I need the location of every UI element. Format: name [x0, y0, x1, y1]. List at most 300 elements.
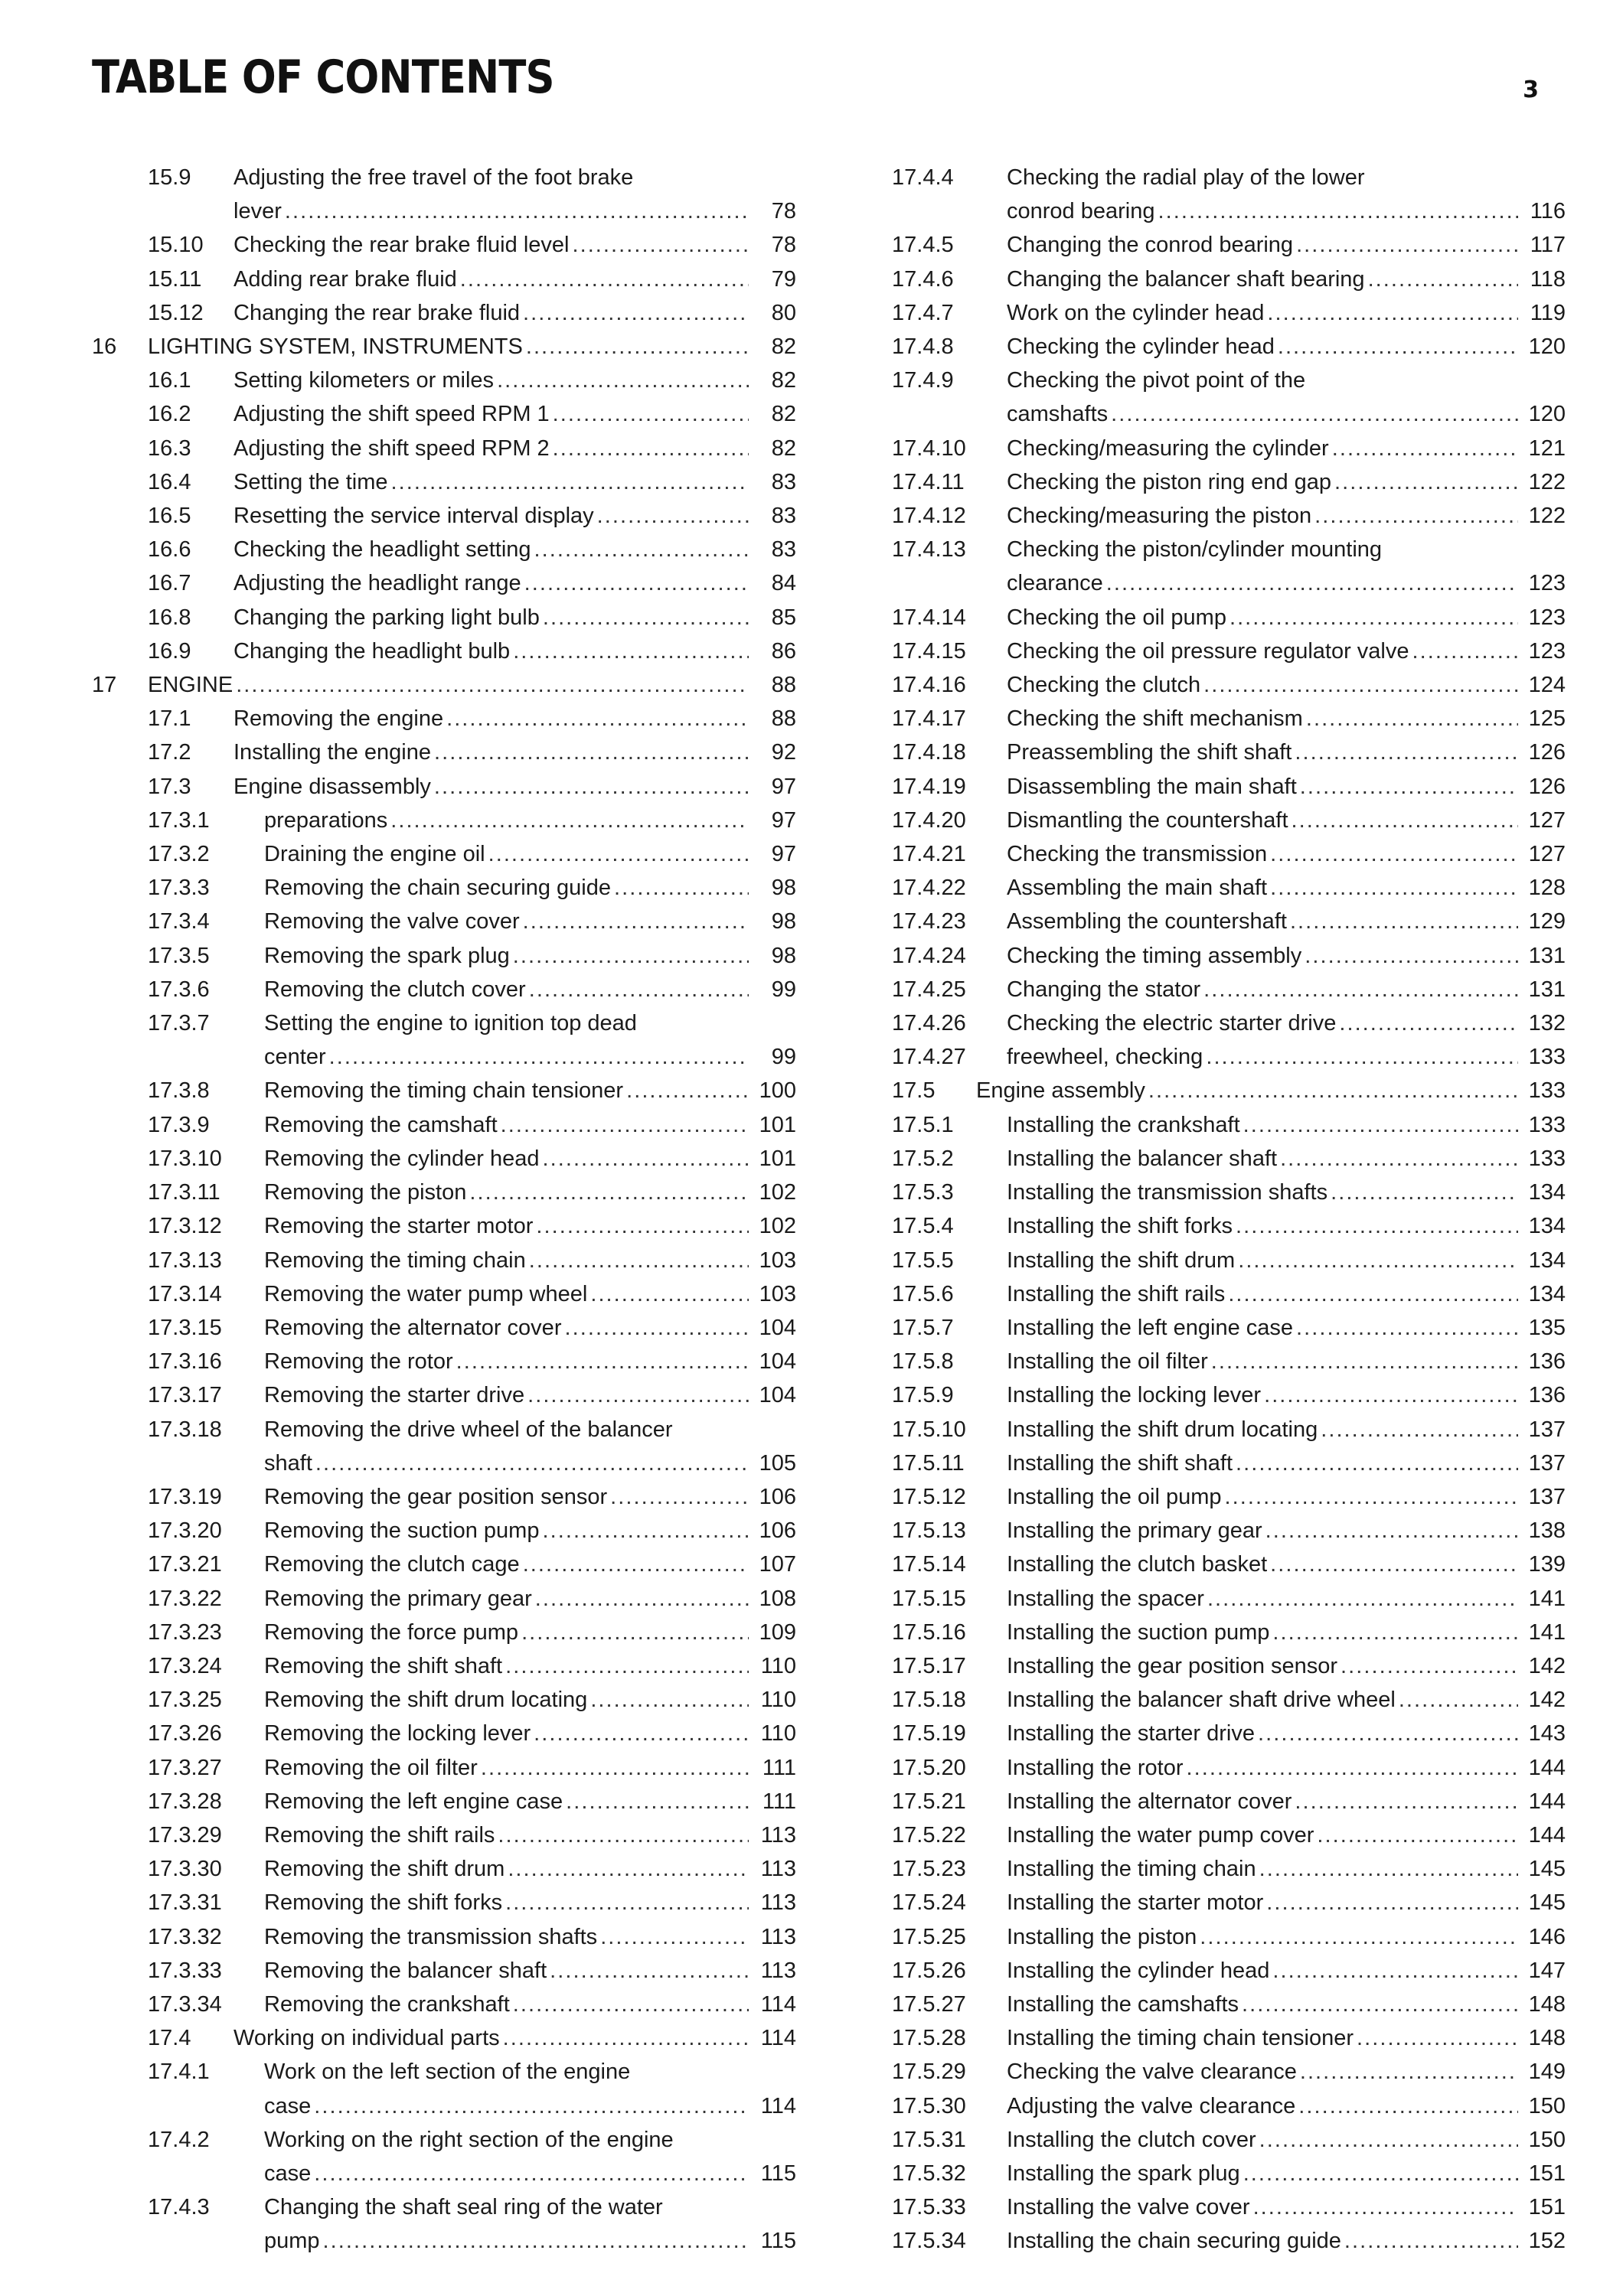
- toc-page-number: 120: [1528, 402, 1566, 427]
- toc-entry-number: 17.3.7: [148, 1011, 210, 1036]
- toc-entry-number: 17.5.13: [892, 1518, 966, 1544]
- toc-dot-leader: [501, 1108, 749, 1142]
- toc-entry[interactable]: [92, 1378, 796, 1412]
- toc-entry-number: 17.3.4: [148, 909, 210, 934]
- toc-entry[interactable]: [92, 1886, 796, 1919]
- toc-entry[interactable]: [92, 1751, 796, 1785]
- toc-entry[interactable]: [92, 2123, 796, 2190]
- toc-entry[interactable]: [892, 533, 1566, 600]
- toc-page-number: 113: [760, 1890, 796, 1916]
- toc-page-number: 151: [1528, 2195, 1566, 2220]
- toc-entry[interactable]: [892, 263, 1566, 296]
- toc-entry-number: 17.4.27: [892, 1045, 966, 1070]
- toc-dot-leader: [314, 2157, 749, 2190]
- toc-entry[interactable]: [892, 1277, 1566, 1311]
- toc-entry[interactable]: [892, 1886, 1566, 1919]
- toc-entry[interactable]: [892, 1649, 1566, 1683]
- toc-entry[interactable]: [92, 770, 796, 804]
- toc-entry-number: 17.3.25: [148, 1688, 222, 1713]
- toc-entry-number: 17.4.5: [892, 233, 954, 258]
- toc-page-number: 82: [771, 435, 796, 461]
- toc-entry-title: Installing the clutch cover: [1007, 2127, 1256, 2152]
- toc-entry[interactable]: [892, 1345, 1566, 1378]
- toc-entry[interactable]: [92, 1074, 796, 1107]
- toc-entry[interactable]: [92, 228, 796, 262]
- toc-page-number: 131: [1528, 977, 1566, 1002]
- toc-entry-number: 17.4.11: [892, 469, 965, 494]
- toc-dot-leader: [498, 1818, 749, 1852]
- toc-entry[interactable]: [892, 1006, 1566, 1040]
- toc-entry[interactable]: [92, 837, 796, 871]
- toc-entry[interactable]: [92, 533, 796, 566]
- toc-entry[interactable]: [92, 263, 796, 296]
- toc-entry-title: freewheel, checking: [1007, 1045, 1203, 1070]
- toc-entry[interactable]: [892, 2055, 1566, 2089]
- toc-entry-title: Installing the balancer shaft drive wheel: [1007, 1688, 1396, 1713]
- toc-entry[interactable]: [92, 973, 796, 1006]
- toc-page-number: 131: [1528, 943, 1566, 968]
- toc-entry[interactable]: [92, 601, 796, 634]
- toc-entry-number: 16.3: [148, 435, 191, 461]
- toc-page-number: 116: [1530, 199, 1566, 224]
- toc-entry-title: case: [264, 2161, 312, 2186]
- toc-entry[interactable]: [92, 1480, 796, 1514]
- toc-page-number: 115: [760, 2161, 796, 2186]
- toc-entry[interactable]: [892, 161, 1566, 228]
- toc-entry-title: Setting the time: [233, 469, 388, 494]
- toc-entry[interactable]: [892, 735, 1566, 769]
- toc-entry-number: 17.3.22: [148, 1586, 222, 1611]
- toc-entry[interactable]: [892, 1954, 1566, 1988]
- toc-page-number: 97: [771, 842, 796, 867]
- toc-entry[interactable]: [92, 1176, 796, 1209]
- toc-entry[interactable]: [92, 1988, 796, 2021]
- toc-entry[interactable]: [892, 1378, 1566, 1412]
- toc-dot-leader: [523, 1548, 749, 1581]
- toc-entry-title: Removing the shift drum: [264, 1857, 505, 1882]
- toc-entry-number: 17.4.9: [892, 368, 954, 393]
- toc-page-number: 144: [1528, 1755, 1566, 1780]
- toc-page-number: 98: [771, 943, 796, 968]
- toc-dot-leader: [1253, 2190, 1518, 2224]
- toc-dot-leader: [513, 939, 749, 973]
- toc-entry-number: 17.4.25: [892, 977, 966, 1002]
- toc-entry-number: 17.3.9: [148, 1112, 210, 1137]
- toc-entry-title: Removing the rotor: [264, 1349, 453, 1375]
- toc-entry-number: 16.7: [148, 571, 191, 596]
- toc-entry-title: Removing the shift shaft: [264, 1653, 503, 1678]
- toc-dot-leader: [314, 2089, 749, 2123]
- toc-entry[interactable]: [92, 330, 796, 364]
- toc-entry[interactable]: [892, 973, 1566, 1006]
- toc-entry-title: Assembling the main shaft: [1007, 876, 1268, 901]
- toc-dot-leader: [315, 1446, 749, 1480]
- toc-entry-number: 15.11: [148, 266, 202, 292]
- toc-entry[interactable]: [892, 770, 1566, 804]
- toc-entry-number: 17.5.25: [892, 1924, 966, 1949]
- toc-entry-number: 17.2: [148, 740, 191, 765]
- toc-entry[interactable]: [892, 1480, 1566, 1514]
- toc-entry[interactable]: [892, 1751, 1566, 1785]
- toc-dot-leader: [285, 194, 749, 228]
- toc-page-number: 110: [760, 1721, 796, 1746]
- toc-entry-number: 17.3.20: [148, 1518, 222, 1544]
- toc-entry-title: Removing the oil filter: [264, 1755, 478, 1780]
- toc-entry-number: 17.4.16: [892, 673, 966, 698]
- toc-entry-number: 17: [92, 673, 117, 698]
- toc-entry[interactable]: [92, 871, 796, 905]
- toc-page-number: 127: [1528, 807, 1566, 833]
- toc-entry-number: 17.5.18: [892, 1688, 966, 1713]
- toc-entry[interactable]: [892, 668, 1566, 702]
- toc-entry-number: 17.5.10: [892, 1417, 966, 1442]
- toc-dot-leader: [1344, 2224, 1518, 2258]
- toc-entry-title: Removing the starter drive: [264, 1383, 525, 1408]
- toc-dot-leader: [1106, 566, 1518, 600]
- toc-page-number: 88: [771, 673, 796, 698]
- toc-entry-number: 17.3.17: [148, 1383, 222, 1408]
- toc-entry-number: 16.5: [148, 504, 191, 529]
- toc-entry[interactable]: [892, 1852, 1566, 1886]
- toc-dot-leader: [1265, 1514, 1518, 1548]
- toc-entry-number: 17.4.13: [892, 537, 966, 563]
- toc-entry-title: Engine assembly: [976, 1078, 1145, 1104]
- toc-page-number: 99: [771, 977, 796, 1002]
- toc-entry-title: Removing the starter motor: [264, 1214, 534, 1239]
- toc-entry-number: 17.3.15: [148, 1315, 222, 1340]
- toc-page-number: 135: [1528, 1315, 1566, 1340]
- toc-page-number: 110: [760, 1688, 796, 1713]
- toc-dot-leader: [434, 770, 749, 804]
- toc-entry-number: 17.4.23: [892, 909, 966, 934]
- toc-entry[interactable]: [892, 939, 1566, 973]
- toc-entry[interactable]: [92, 1413, 796, 1480]
- toc-entry-title: Removing the cylinder head: [264, 1146, 540, 1171]
- toc-entry[interactable]: [892, 1176, 1566, 1209]
- toc-page-number: 126: [1528, 740, 1566, 765]
- toc-entry[interactable]: [92, 1954, 796, 1988]
- toc-entry[interactable]: [892, 1920, 1566, 1954]
- toc-entry-title: shaft: [264, 1450, 312, 1476]
- toc-dot-leader: [536, 1209, 749, 1243]
- toc-page-number: 98: [771, 909, 796, 934]
- toc-entry-number: 15.9: [148, 165, 191, 190]
- toc-entry-title: Removing the camshaft: [264, 1112, 498, 1137]
- toc-entry[interactable]: [92, 364, 796, 397]
- toc-entry-title: Changing the parking light bulb: [233, 605, 540, 630]
- toc-entry-title: Installing the valve cover: [1007, 2195, 1250, 2220]
- toc-entry[interactable]: [92, 1920, 796, 1954]
- toc-dot-leader: [1295, 735, 1518, 769]
- toc-entry[interactable]: [892, 1616, 1566, 1649]
- toc-entry[interactable]: [892, 837, 1566, 871]
- toc-entry-number: 17.3.5: [148, 943, 210, 968]
- toc-dot-leader: [1331, 1176, 1518, 1209]
- toc-entry-title: Setting kilometers or miles: [233, 368, 495, 393]
- toc-entry-number: 17.3.3: [148, 876, 210, 901]
- toc-dot-leader: [535, 1582, 749, 1616]
- toc-entry[interactable]: [892, 905, 1566, 938]
- toc-entry[interactable]: [892, 1785, 1566, 1818]
- toc-entry-title: Installing the water pump cover: [1007, 1822, 1314, 1848]
- toc-entry-title: Adjusting the valve clearance: [1007, 2093, 1296, 2118]
- toc-entry[interactable]: [892, 2157, 1566, 2190]
- toc-dot-leader: [1280, 1142, 1518, 1176]
- toc-entry-number: 17.5.4: [892, 1214, 954, 1239]
- toc-dot-leader: [1272, 1616, 1518, 1649]
- toc-dot-leader: [542, 1142, 749, 1176]
- toc-entry-number: 17.3.6: [148, 977, 210, 1002]
- toc-entry-number: 17.3.1: [148, 807, 210, 833]
- toc-entry-number: 17.3.8: [148, 1078, 210, 1104]
- toc-entry[interactable]: [92, 1548, 796, 1581]
- toc-entry-number: 17.5.26: [892, 1958, 966, 1983]
- toc-entry[interactable]: [892, 601, 1566, 634]
- toc-entry-title: Checking the piston ring end gap: [1007, 469, 1332, 494]
- toc-entry[interactable]: [892, 1683, 1566, 1717]
- toc-entry[interactable]: [92, 1717, 796, 1750]
- toc-dot-leader: [1158, 194, 1518, 228]
- toc-entry[interactable]: [892, 634, 1566, 668]
- toc-entry-number: 17.3.33: [148, 1958, 222, 1983]
- toc-entry-title: Installing the locking lever: [1007, 1383, 1262, 1408]
- toc-entry-title: Installing the balancer shaft: [1007, 1146, 1278, 1171]
- toc-dot-leader: [590, 1683, 749, 1717]
- toc-entry-number: 17.5.5: [892, 1247, 954, 1273]
- toc-entry[interactable]: [892, 804, 1566, 837]
- toc-entry[interactable]: [92, 1514, 796, 1548]
- toc-entry[interactable]: [92, 1683, 796, 1717]
- toc-entry-number: 17.4.20: [892, 807, 966, 833]
- toc-page-number: 141: [1528, 1586, 1566, 1611]
- toc-entry[interactable]: [892, 1413, 1566, 1446]
- toc-entry[interactable]: [892, 1074, 1566, 1107]
- toc-dot-leader: [1300, 770, 1518, 804]
- toc-dot-leader: [456, 1345, 749, 1378]
- toc-entry[interactable]: [92, 668, 796, 702]
- toc-entry[interactable]: [92, 1818, 796, 1852]
- toc-entry-title: Installing the shift forks: [1007, 1214, 1233, 1239]
- toc-entry[interactable]: [892, 1717, 1566, 1750]
- toc-entry-title: Installing the chain securing guide: [1007, 2229, 1341, 2254]
- toc-page-number: 106: [759, 1518, 796, 1544]
- toc-entry[interactable]: [92, 161, 796, 228]
- toc-entry[interactable]: [92, 735, 796, 769]
- toc-entry[interactable]: [92, 905, 796, 938]
- toc-dot-leader: [391, 465, 749, 499]
- toc-dot-leader: [1206, 1040, 1518, 1074]
- toc-page-number: 136: [1528, 1383, 1566, 1408]
- toc-entry-number: 17.3.32: [148, 1924, 222, 1949]
- toc-entry[interactable]: [892, 296, 1566, 330]
- toc-entry-title: Checking the transmission: [1007, 842, 1268, 867]
- toc-page-number: 151: [1528, 2161, 1566, 2186]
- toc-page-number: 138: [1528, 1518, 1566, 1544]
- toc-entry[interactable]: [92, 1616, 796, 1649]
- toc-page-number: 134: [1528, 1180, 1566, 1205]
- toc-entry-title: Changing the rear brake fluid: [233, 300, 521, 325]
- toc-entry-title: Installing the gear position sensor: [1007, 1653, 1338, 1678]
- toc-entry[interactable]: [92, 432, 796, 465]
- toc-dot-leader: [390, 804, 749, 837]
- toc-page-number: 121: [1528, 435, 1566, 461]
- toc-dot-leader: [1368, 263, 1518, 296]
- toc-entry[interactable]: [892, 1142, 1566, 1176]
- toc-entry[interactable]: [92, 397, 796, 431]
- toc-entry[interactable]: [92, 1209, 796, 1243]
- toc-entry-title: conrod bearing: [1007, 199, 1155, 224]
- toc-page-number: 104: [759, 1349, 796, 1375]
- toc-dot-leader: [1270, 1548, 1518, 1581]
- toc-entry[interactable]: [92, 1311, 796, 1345]
- toc-entry-number: 17.3.18: [148, 1417, 222, 1442]
- toc-entry-number: 17.5.23: [892, 1857, 966, 1882]
- toc-entry-number: 17.3.29: [148, 1822, 222, 1848]
- toc-page-number: 150: [1528, 2093, 1566, 2118]
- toc-column-left: [92, 161, 796, 2258]
- toc-page-number: 111: [762, 1755, 796, 1780]
- toc-dot-leader: [1270, 871, 1518, 905]
- toc-page-number: 110: [760, 1653, 796, 1678]
- toc-page-number: 129: [1528, 909, 1566, 934]
- toc-entry[interactable]: [92, 939, 796, 973]
- toc-entry[interactable]: [92, 1852, 796, 1886]
- toc-entry[interactable]: [92, 1244, 796, 1277]
- toc-entry[interactable]: [92, 2021, 796, 2055]
- toc-page-number: 145: [1528, 1857, 1566, 1882]
- toc-dot-leader: [1258, 1717, 1518, 1750]
- toc-entry-title: Checking/measuring the cylinder: [1007, 435, 1329, 461]
- toc-dot-leader: [1341, 1649, 1518, 1683]
- toc-entry-title: Checking the oil pump: [1007, 605, 1226, 630]
- toc-entry-title: Removing the drive wheel of the balancer: [264, 1417, 673, 1442]
- toc-entry[interactable]: [892, 465, 1566, 499]
- toc-entry-title: Installing the shift drum locating: [1007, 1417, 1318, 1442]
- toc-entry[interactable]: [892, 1548, 1566, 1581]
- toc-entry-title: Checking the timing assembly: [1007, 943, 1302, 968]
- toc-entry[interactable]: [892, 432, 1566, 465]
- toc-page-number: 92: [771, 740, 796, 765]
- toc-entry[interactable]: [892, 1818, 1566, 1852]
- toc-dot-leader: [236, 668, 749, 702]
- toc-entry[interactable]: [892, 330, 1566, 364]
- toc-entry[interactable]: [92, 1142, 796, 1176]
- toc-entry-title: Installing the shift drum: [1007, 1247, 1236, 1273]
- toc-page-number: 122: [1528, 469, 1566, 494]
- toc-entry[interactable]: [92, 634, 796, 668]
- toc-entry[interactable]: [892, 1514, 1566, 1548]
- toc-dot-leader: [1236, 1209, 1518, 1243]
- toc-entry[interactable]: [92, 566, 796, 600]
- toc-entry[interactable]: [92, 1785, 796, 1818]
- toc-entry-number: 17.4.17: [892, 706, 966, 732]
- toc-entry[interactable]: [92, 1277, 796, 1311]
- toc-entry-title: Work on the cylinder head: [1007, 300, 1265, 325]
- toc-entry-title: Checking the cylinder head: [1007, 334, 1275, 360]
- toc-entry-title: Changing the headlight bulb: [233, 638, 511, 664]
- toc-entry-number: 17.4.4: [892, 165, 954, 190]
- toc-page-number: 133: [1528, 1112, 1566, 1137]
- toc-entry-number: 16.1: [148, 368, 191, 393]
- toc-page-number: 143: [1528, 1721, 1566, 1746]
- toc-entry-number: 17.3.11: [148, 1180, 220, 1205]
- toc-page-number: 123: [1528, 571, 1566, 596]
- toc-dot-leader: [497, 364, 749, 397]
- toc-entry[interactable]: [892, 2224, 1566, 2258]
- toc-entry[interactable]: [92, 1582, 796, 1616]
- toc-page-number: 126: [1528, 774, 1566, 799]
- toc-entry-number: 16.6: [148, 537, 191, 563]
- toc-page-number: 123: [1528, 605, 1566, 630]
- toc-entry[interactable]: [892, 2123, 1566, 2157]
- toc-entry-title: Installing the cylinder head: [1007, 1958, 1270, 1983]
- toc-page-number: 79: [771, 266, 796, 292]
- toc-entry[interactable]: [892, 228, 1566, 262]
- toc-entry[interactable]: [92, 804, 796, 837]
- toc-entry-title: Removing the timing chain tensioner: [264, 1078, 624, 1104]
- toc-entry[interactable]: [92, 702, 796, 735]
- toc-dot-leader: [553, 432, 749, 465]
- toc-dot-leader: [572, 228, 749, 262]
- toc-entry[interactable]: [92, 1108, 796, 1142]
- toc-page-number: 147: [1528, 1958, 1566, 1983]
- toc-entry[interactable]: [92, 1649, 796, 1683]
- toc-page-number: 103: [759, 1247, 796, 1273]
- toc-entry[interactable]: [892, 2089, 1566, 2123]
- toc-entry[interactable]: [92, 296, 796, 330]
- toc-entry-title: Removing the clutch cover: [264, 977, 526, 1002]
- toc-entry[interactable]: [92, 1345, 796, 1378]
- toc-dot-leader: [597, 499, 749, 533]
- toc-entry-title: Checking the headlight setting: [233, 537, 531, 563]
- toc-page-number: 149: [1528, 2060, 1566, 2085]
- toc-dot-leader: [1243, 1108, 1518, 1142]
- toc-entry[interactable]: [892, 2021, 1566, 2055]
- toc-entry[interactable]: [892, 1311, 1566, 1345]
- toc-dot-leader: [1228, 1277, 1518, 1311]
- toc-entry[interactable]: [892, 1582, 1566, 1616]
- toc-dot-leader: [610, 1480, 749, 1514]
- toc-entry[interactable]: [892, 1446, 1566, 1480]
- toc-entry[interactable]: [892, 871, 1566, 905]
- toc-entry[interactable]: [92, 2190, 796, 2258]
- toc-column-right: [892, 161, 1566, 2258]
- toc-page-number: 82: [771, 402, 796, 427]
- toc-dot-leader: [600, 1920, 749, 1954]
- toc-entry[interactable]: [892, 2190, 1566, 2224]
- toc-entry-number: 17.3.19: [148, 1484, 222, 1509]
- toc-dot-leader: [1296, 228, 1518, 262]
- toc-page-number: 111: [762, 1789, 796, 1814]
- toc-entry-number: 17.5.15: [892, 1586, 966, 1611]
- toc-entry[interactable]: [92, 499, 796, 533]
- toc-entry[interactable]: [92, 2055, 796, 2122]
- toc-entry[interactable]: [92, 1006, 796, 1074]
- toc-entry[interactable]: [892, 364, 1566, 431]
- toc-entry-number: 16.2: [148, 402, 191, 427]
- toc-entry[interactable]: [892, 1988, 1566, 2021]
- toc-entry[interactable]: [892, 1108, 1566, 1142]
- toc-entry[interactable]: [892, 702, 1566, 735]
- toc-entry[interactable]: [892, 1209, 1566, 1243]
- toc-entry[interactable]: [892, 499, 1566, 533]
- toc-entry[interactable]: [892, 1244, 1566, 1277]
- toc-entry-title: pump: [264, 2229, 320, 2254]
- toc-entry[interactable]: [92, 465, 796, 499]
- toc-entry-number: 17.4.26: [892, 1011, 966, 1036]
- toc-entry-number: 17.5.6: [892, 1281, 954, 1306]
- toc-entry[interactable]: [892, 1040, 1566, 1074]
